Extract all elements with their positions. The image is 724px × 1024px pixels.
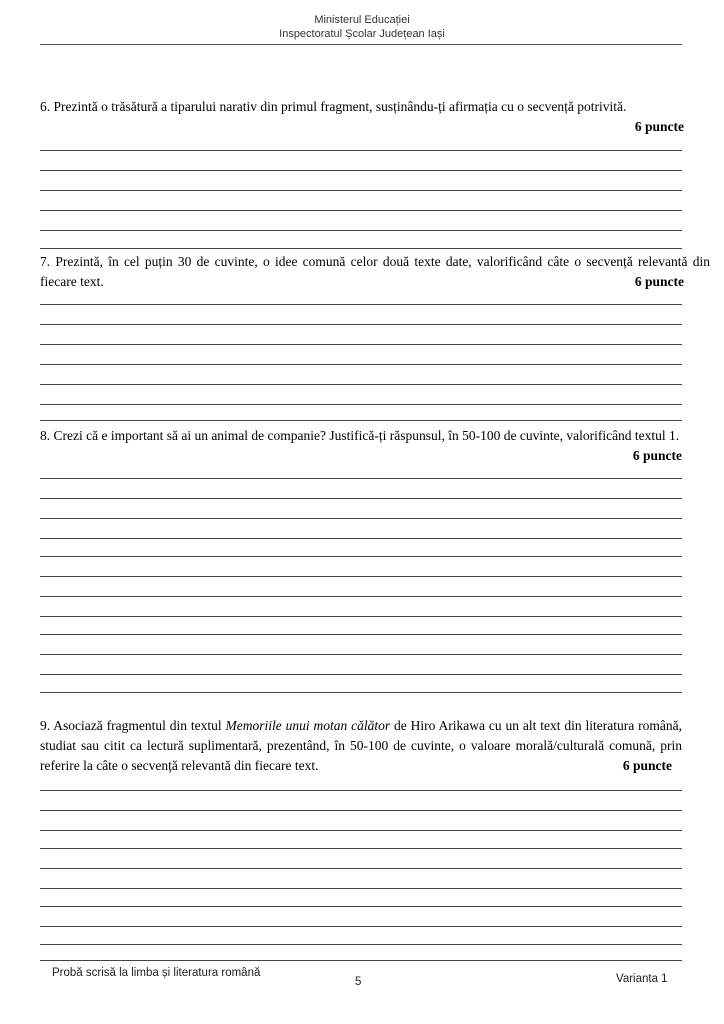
answer-line[interactable]: [40, 944, 682, 945]
answer-line[interactable]: [40, 654, 682, 655]
answer-line[interactable]: [40, 888, 682, 889]
question-8-points-row: [40, 446, 682, 466]
answer-line[interactable]: [40, 230, 682, 231]
answer-line[interactable]: [40, 538, 682, 539]
question-7-text: 7. Prezintă, în cel puțin 30 de cuvinte, o idee comună celor două texte date, valorificând câte o secvență relevantă din fiecare text.: [40, 254, 710, 289]
answer-line[interactable]: [40, 634, 682, 635]
question-7-points: 6 puncte: [634, 274, 684, 289]
question-9-book-title: Memoriile unui motan călător: [225, 718, 391, 733]
answer-line[interactable]: [40, 518, 682, 519]
answer-line[interactable]: [40, 344, 682, 345]
answer-line[interactable]: [40, 960, 682, 961]
question-9-points: 6 puncte: [622, 758, 672, 773]
answer-line[interactable]: [40, 810, 682, 811]
question-8: [40, 426, 682, 446]
question-9-points-row: [40, 756, 672, 776]
question-9-text-end: de Hiro Arikawa cu un alt text din literatura română, studiat sau citit ca lectură suplimentară, prezentând, în 50-100 de cuvinte, o valoare morală/culturală comună, prin referire la câte o secvență relevantă din fiecare text.: [40, 718, 683, 773]
footer-variant: Varianta 1: [616, 973, 668, 985]
question-6-text: 6. Prezintă o trăsătură a tiparului narativ din primul fragment, susținându-ți afirmația cu o secvență potrivită.: [40, 99, 627, 114]
answer-line[interactable]: [40, 616, 682, 617]
answer-line[interactable]: [40, 150, 682, 151]
answer-line[interactable]: [40, 404, 682, 405]
question-8-points: 6 puncte: [632, 448, 682, 463]
answer-line[interactable]: [40, 848, 682, 849]
answer-line[interactable]: [40, 868, 682, 869]
answer-line[interactable]: [40, 170, 682, 171]
answer-line[interactable]: [40, 576, 682, 577]
answer-line[interactable]: [40, 478, 682, 479]
answer-line[interactable]: [40, 830, 682, 831]
footer-page-number: 5: [355, 976, 362, 988]
header-divider: [40, 44, 682, 45]
answer-line[interactable]: [40, 906, 682, 907]
answer-line[interactable]: [40, 674, 682, 675]
answer-line[interactable]: [40, 248, 682, 249]
answer-line[interactable]: [40, 190, 682, 191]
answer-line[interactable]: [40, 210, 682, 211]
answer-line[interactable]: [40, 596, 682, 597]
question-9-text-start: 9. Asociază fragmentul din textul: [40, 718, 226, 733]
question-6-points: 6 puncte: [634, 119, 684, 134]
header-inspectorate: Inspectoratul Școlar Județean Iași: [279, 28, 445, 40]
answer-line[interactable]: [40, 364, 682, 365]
answer-line[interactable]: [40, 324, 682, 325]
answer-line[interactable]: [40, 692, 682, 693]
answer-line[interactable]: [40, 790, 682, 791]
answer-line[interactable]: [40, 420, 682, 421]
header-ministry: Ministerul Educației: [314, 14, 410, 26]
answer-line[interactable]: [40, 556, 682, 557]
answer-line[interactable]: [40, 926, 682, 927]
question-7-points-row: [40, 272, 684, 292]
answer-line[interactable]: [40, 498, 682, 499]
answer-line[interactable]: [40, 384, 682, 385]
footer-exam-name: Probă scrisă la limba și literatura română: [52, 967, 261, 979]
question-8-text: 8. Crezi că e important să ai un animal de companie? Justifică-ți răspunsul, în 50-100 de cuvinte, valorificând textul 1.: [40, 428, 680, 443]
answer-line[interactable]: [40, 304, 682, 305]
question-6: [40, 97, 710, 137]
